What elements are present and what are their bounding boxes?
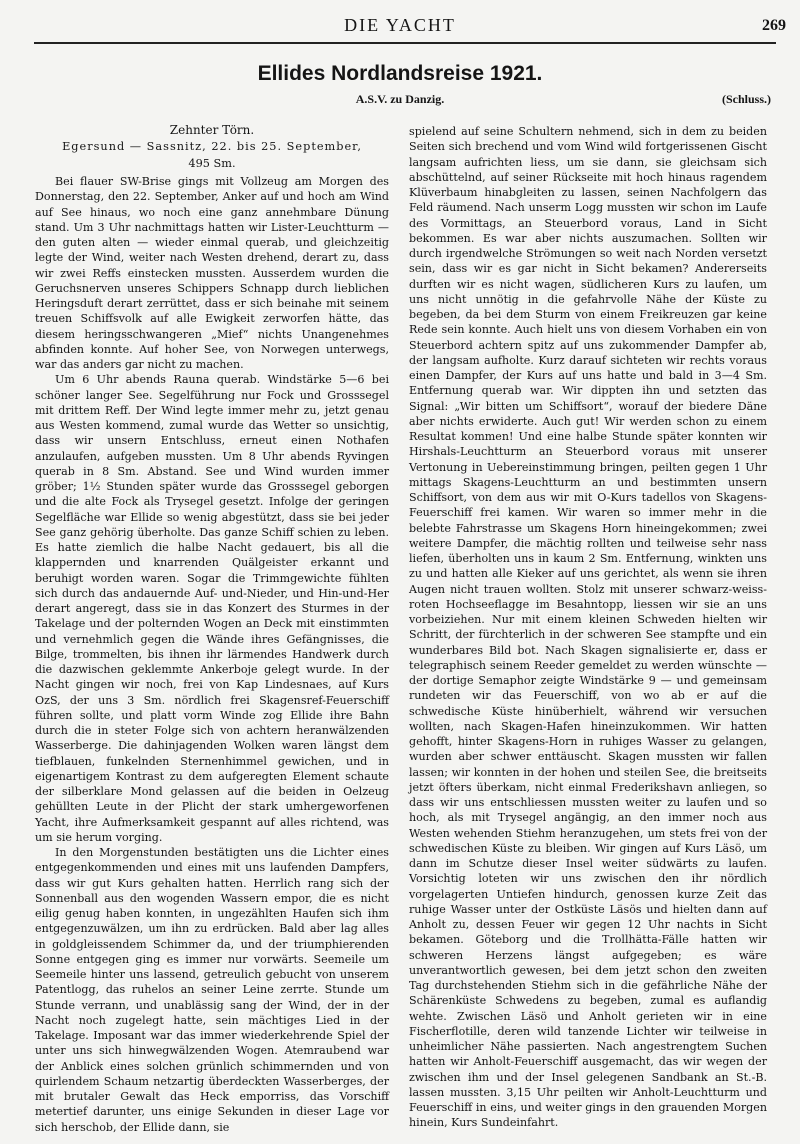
article-title: Ellides Nordlandsreise 1921. [257, 62, 543, 85]
paragraph: In den Morgenstunden bestätigten uns die Lichter eines entgegenkommenden und eines mit uns laufenden Dampfers, dass wir gut Kurs gehalten hatten. Herrlich rang sich der Sonnenball aus den wogenden Wassern empor, die es nicht eilig genug haben konnten, in ungezählten Haufen sich ihm entgegenzuwälzen, um ihn zu erdrücken. Bald aber lag alles in goldgleissendem Schimmer da, und der triumphierenden Sonne entgegen ging es immer nur vorwärts. Seemeile um Seemeile hinter uns lassend, getreulich gebucht von unserem Patentlogg, das ruhelos an seiner Leine zerrte. Stunde um Stunde verrann, und unablässig sang der Wind, der in der Nacht noch zugelegt hatte, sein mächtiges Lied in der Takelage. Imposant war das immer wiederkehrende Spiel der unter uns sich hinwegwälzenden Wogen. Atemraubend war der Anblick eines solchen grünlich schimmernden und von quirlendem Schaum netzartig überdeckten Wasserberges, der mit brutaler Gewalt das Heck emporriss, das Vorschiff metertief darunter, uns einige Sekunden in dieser Lage vor sich herschob, der Ellide dann, sie [35, 846, 389, 1134]
right-column [409, 124, 767, 1131]
section-dateline: Egersund — Sassnitz, 22. bis 25. September, [62, 140, 362, 153]
page-number: 269 [762, 17, 786, 34]
paragraph: Um 6 Uhr abends Rauna querab. Windstärke 5—6 bei schöner langer See. Segelführung nur Fock und Grosssegel mit drittem Reff. Der Wind legte immer mehr zu, jetzt genau aus Westen kommend, zumal wurde das Wetter so unsichtig, dass wir unsern Entschluss, erneut einen Nothafen anzulaufen, aufgeben mussten. Um 8 Uhr abends Ryvingen querab in 8 Sm. Abstand. See und Wind wurden immer gröber; 1½ Stunden später wurde das Grosssegel geborgen und die alte Fock als Trysegel gesetzt. Infolge der geringen Segelfläche war Ellide so wenig abgestützt, dass sie bei jeder See ganz gehörig überholte. Das ganze Schiff schien zu leben. Es hatte ziemlich die halbe Nacht gedauert, bis all die klappernden und knarrenden Quälgeister erkannt und beruhigt worden waren. Sogar die Trimmgewichte fühlten sich durch das andauernde Auf- und-Nieder, und Hin-und-Her derart angeregt, dass sie in das Konzert des Sturmes in der Takelage und der polternden Wogen an Deck mit einstimmten und vernehmlich gegen die Wände ihres Gefängnisses, die Bilge, trommelten, bis ihnen ihr lärmendes Handwerk durch die dazwischen geklemmte Ankerboje gelegt wurde. In der Nacht gingen wir noch, frei von Kap Lindesnaes, auf Kurs OzS, der uns 3 Sm. nördlich frei Skagensref-Feuerschiff führen sollte, und platt vorm Winde zog Ellide ihre Bahn durch die in steter Folge sich von achtern heranwälzenden Wasserberge. Die dahinjagenden Wolken waren längst dem tiefblauen, funkelnden Sternenhimmel gewichen, und in eigenartigem Kontrast zu dem aufgeregten Element schaute der silberklare Mond gelassen auf die beiden in Oelzeug gehüllten Leute in der Plicht der stark umhergeworfenen Yacht, ihre Aufmerksamkeit gespannt auf alles richtend, was um sie herum vorging. [35, 373, 389, 844]
club-name: A.S.V. zu Danzig. [355, 92, 445, 106]
section-distance: 495 Sm. [188, 157, 236, 170]
header-rule [34, 42, 776, 44]
conclusion-label: (Schluss.) [721, 92, 771, 106]
paragraph: Bei flauer SW-Brise gings mit Vollzeug am Morgen des Donnerstag, den 22. September, Anker auf und hoch am Wind auf See hinaus, wo noch eine ganz annehmbare Dünung stand. Um 3 Uhr nachmittags hatten wir Lister-Leuchtturm — den guten alten — wieder einmal querab, und gleichzeitig legte der Wind, weiter nach Westen drehend, derart zu, dass wir zwei Reffs einstecken mussten. Ausserdem wurden die Geruchsnerven unseres Schippers Schnapp durch lieblichen Heringsduft derart zerrüttet, dass er sich beinahe mit seinem treuen Schiffsvolk auf alle Ewigkeit zerworfen hätte, das diesem heringsschwangeren „Mief“ nichts Unangenehmes abfinden konnte. Auf hoher See, von Norwegen unterwegs, war das anders gar nicht zu machen. [35, 175, 389, 371]
left-column [35, 122, 389, 1135]
running-title: DIE YACHT [344, 15, 456, 35]
page-header [0, 13, 800, 43]
section-heading: Zehnter Törn. [169, 123, 255, 137]
paragraph: spielend auf seine Schultern nehmend, sich in dem zu beiden Seiten sich brechend und vom Wind wild fortgerissenen Gischt langsam aufrichten liess, um sie dann, sie gleichsam sich abschüttelnd, auf seiner Rückseite mit hoch hinaus ragendem Klüverbaum hinabgleiten zu lassen, seinen Nachfolgern das Feld räumend. Nach unserm Logg mussten wir schon im Laufe des Vormittags, an Steuerbord voraus, Land in Sicht bekommen. Es war aber nichts auszumachen. Sollten wir durch irgendwelche Strömungen so weit nach Norden versetzt sein, dass wir es gar nicht in Sicht bekamen? Andererseits durften wir es nicht wagen, südlicheren Kurs zu laufen, um uns nicht unnötig in die gefahrvolle Nähe der Küste zu begeben, da bei dem Sturm von einem Freikreuzen gar keine Rede sein konnte. Auch hielt uns von diesem Vorhaben ein von Steuerbord achtern spitz auf uns zukommender Dampfer ab, der langsam aufholte. Kurz darauf sichteten wir rechts voraus einen Dampfer, der Kurs auf uns hatte und bald in 3—4 Sm. Entfernung querab war. Wir dippten ihn und setzten das Signal: „Wir bitten um Schiffsort“, worauf der biedere Däne aber nichts erwiderte. Auch gut! Wir werden schon zu einem Resultat kommen! Und eine halbe Stunde später konnten wir Hirshals-Leuchtturm an Steuerbord voraus mit unserer Vertonung in Uebereinstimmung bringen, peilten gegen 1 Uhr mittags Skagens-Leuchtturm an und bestimmten unsern Schiffsort, von dem aus wir mit O-Kurs tadellos von Skagens-Feuerschiff frei kamen. Wir waren so immer mehr in die belebte Fahrstrasse um Skagens Horn hineingekommen; zwei weitere Dampfer, die mächtig rollten und teilweise sehr nass liefen, überholten uns in kaum 2 Sm. Entfernung, winkten uns zu und hatten alle Kieker auf uns gerichtet, als wenn sie ihren Augen nicht trauen wollten. Stolz mit unserer schwarz-weiss-roten Hochseeflagge im Besahntopp, liessen wir sie an uns vorbeiziehen. Nur mit einem kleinen Schweden hielten wir Schritt, der fürchterlich in der schweren See stampfte und ein wunderbares Bild bot. Nach Skagen signalisierte er, dass er telegraphisch seinem Reeder gemeldet zu werden wünschte — der dortige Semaphor zeigte Windstärke 9 — und gemeinsam rundeten wir das Feuerschiff, von wo ab er auf die schwedische Küste hinüberhielt, während wir versuchen wollten, nach Skagen-Hafen hineinzukommen. Wir hatten gehofft, hinter Skagens-Horn in ruhiges Wasser zu gelangen, wurden aber schwer enttäuscht. Skagen mussten wir fallen lassen; wir konnten in der hohen und steilen See, die breitseits jetzt öfters überkam, nicht einmal Frederikshavn anliegen, so dass wir uns entschliessen mussten weiter zu laufen und so hoch, als mit Trysegel angängig, an den immer noch aus Westen wehenden Stiehm heranzugehen, um stets frei von der schwedischen Küste zu bleiben. Wir gingen auf Kurs Läsö, um dann im Schutze dieser Insel weiter südwärts zu laufen. Vorsichtig loteten wir uns zwischen den ihr nördlich vorgelagerten Untiefen hindurch, genossen kurze Zeit das ruhige Wasser unter der Ostküste Läsös und hielten dann auf Anholt zu, dessen Feuer wir gegen 12 Uhr nachts in Sicht bekamen. Göteborg und die Trollhätta-Fälle hatten wir schweren Herzens längst aufgegeben; es wäre unverantwortlich gewesen, bei dem jetzt schon den zweiten Tag durchstehenden Stiehm sich in die gefährliche Nähe der Schärenküste Schwedens zu begeben, zumal es auflandig wehte. Zwischen Läsö und Anholt gerieten wir in eine Fischerflotille, deren wild tanzende Lichter wir teilweise in unheimlicher Nähe passierten. Nach angestrengtem Suchen hatten wir Anholt-Feuerschiff ausgemacht, das wir wegen der zwischen ihm und der Insel gelegenen Sandbank an St.-B. lassen mussten. 3,15 Uhr peilten wir Anholt-Leuchtturm und Feuerschiff in eins, und weiter gings in den grauenden Morgen hinein, Kurs Sundeinfahrt. [409, 125, 767, 1130]
